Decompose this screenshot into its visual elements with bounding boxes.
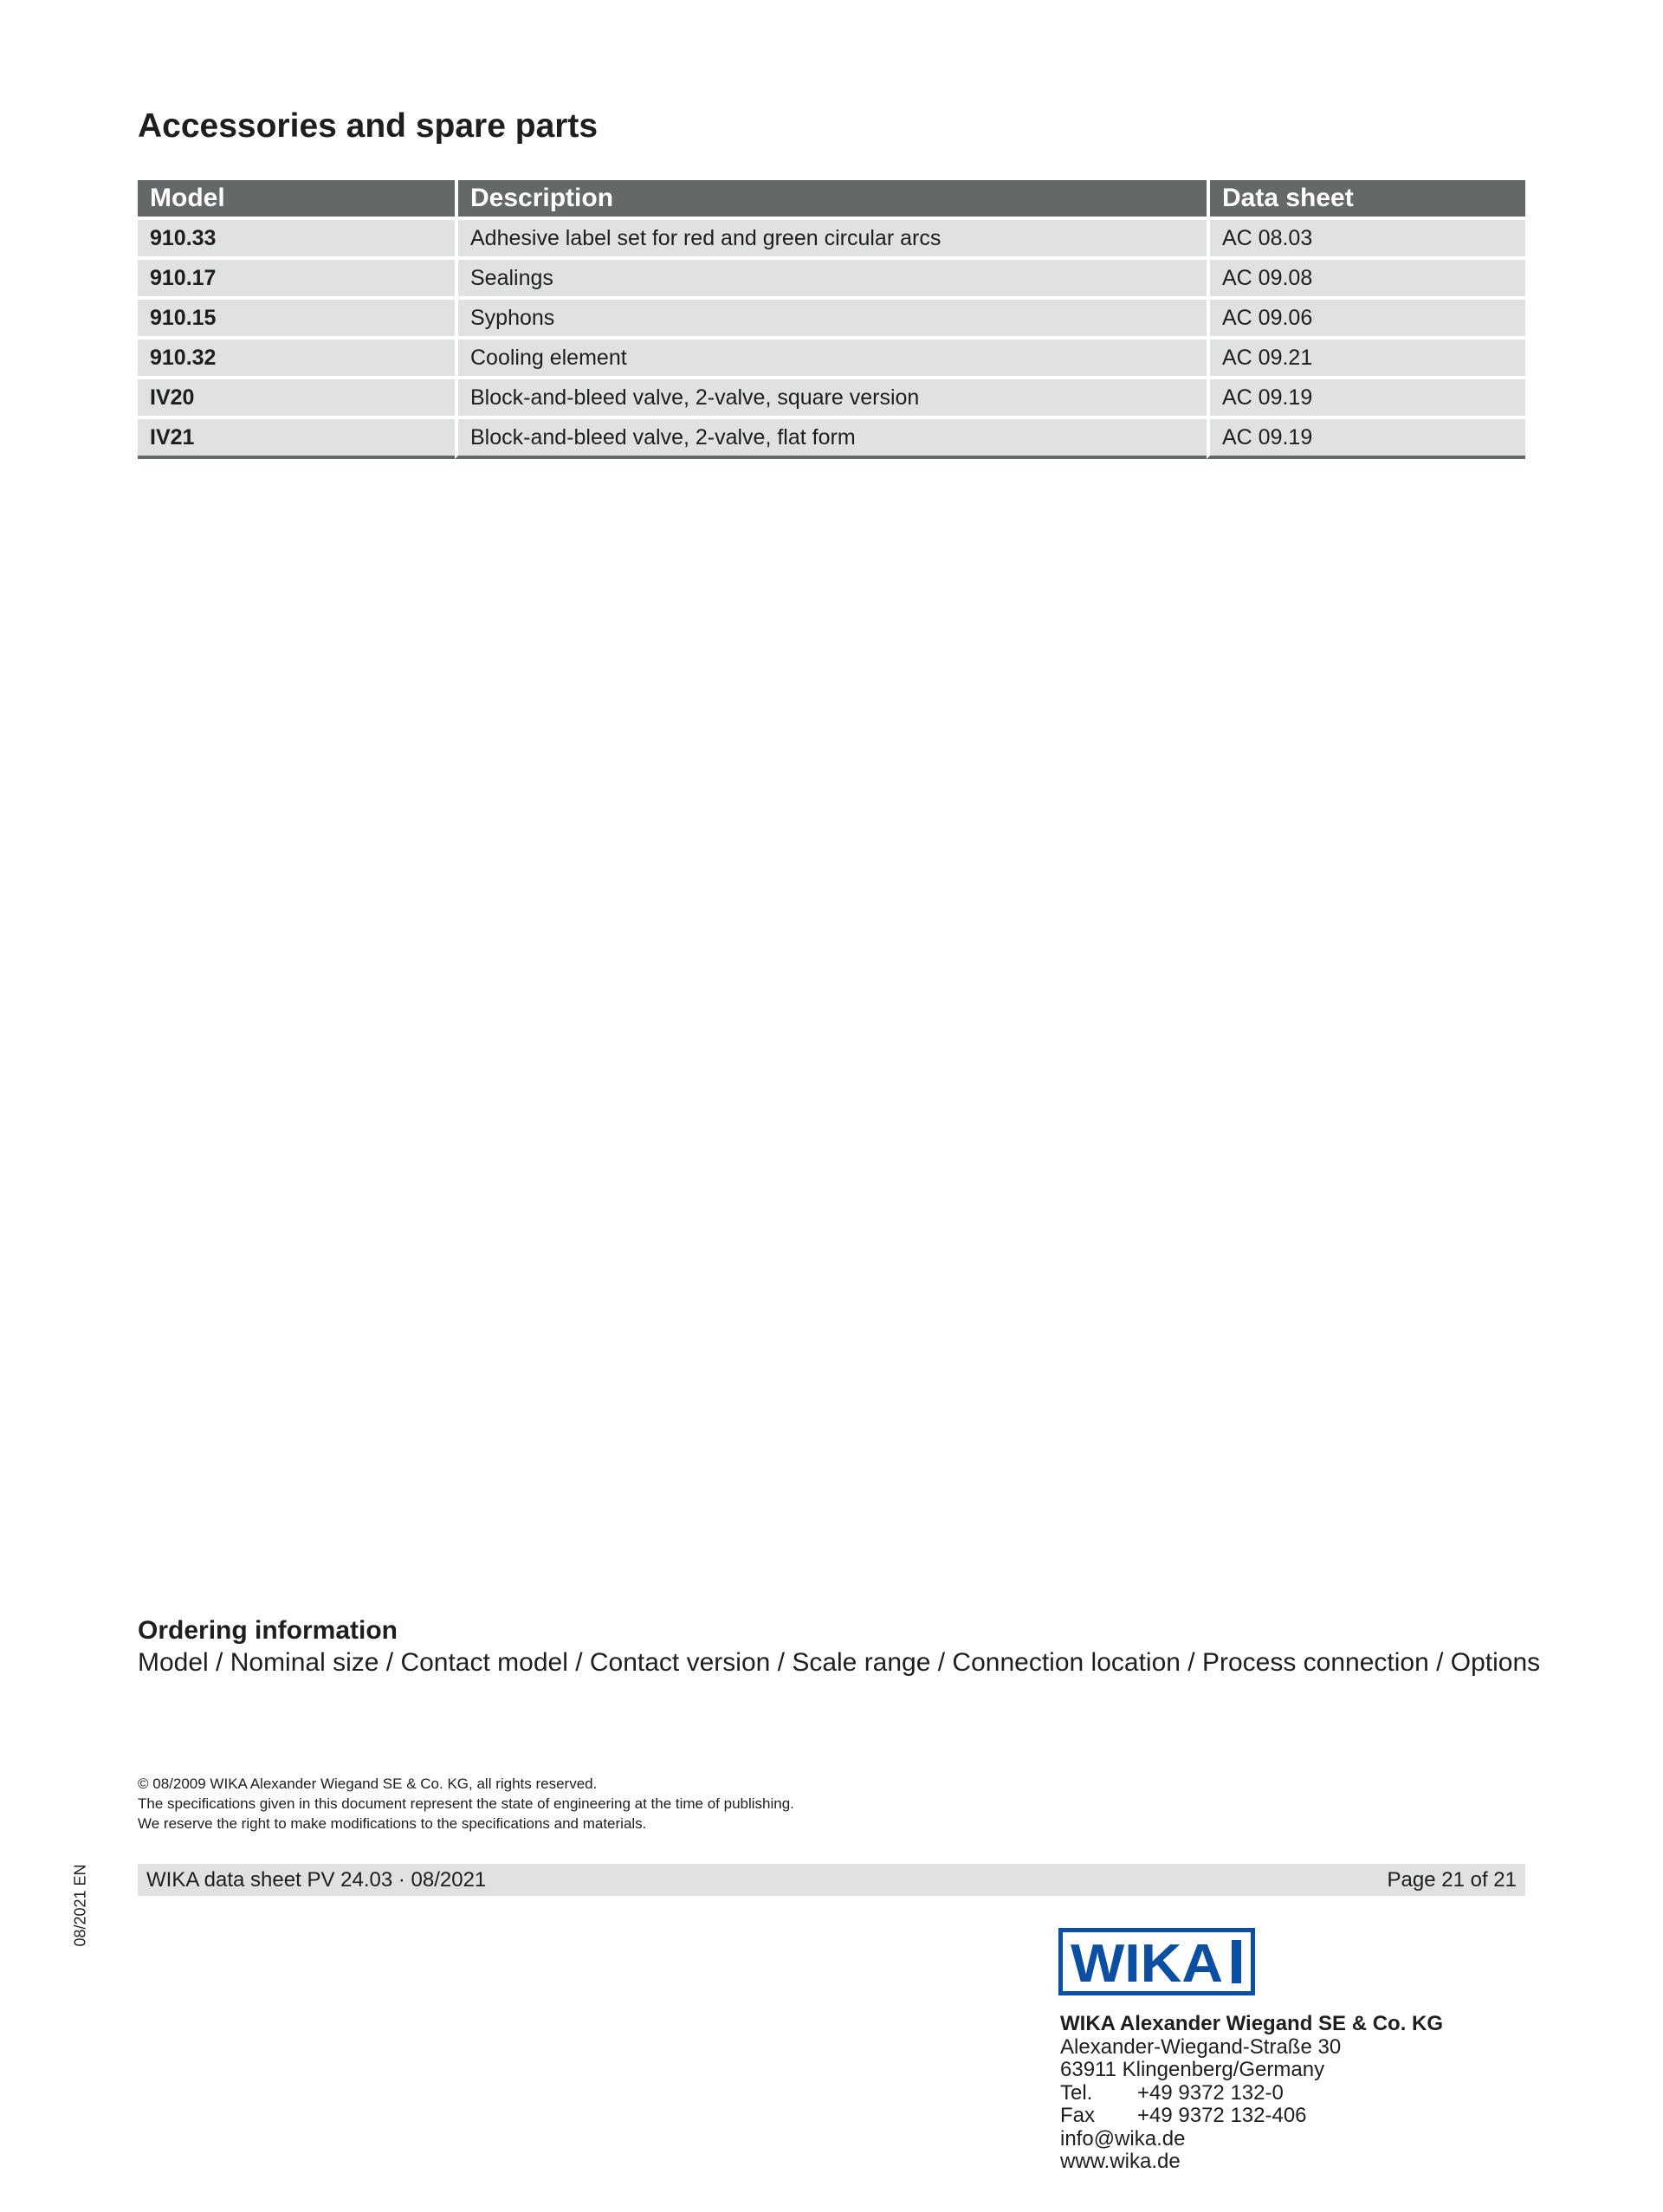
ordering-text: Model / Nominal size / Contact model / Contact version / Scale range / Connection location / Process connection / Options <box>138 1648 1541 1677</box>
data-sheet-cell: AC 09.06 <box>1207 300 1525 340</box>
logo-text: WIKA <box>1071 1934 1223 1994</box>
fax-label: Fax <box>1060 2104 1096 2127</box>
side-date-label: 08/2021 EN <box>71 1864 89 1947</box>
description-cell: Adhesive label set for red and green circular arcs <box>455 220 1207 260</box>
footer-bar <box>138 1864 1525 1896</box>
description-cell: Block-and-bleed valve, 2-valve, square version <box>455 379 1207 419</box>
description-cell: Cooling element <box>455 340 1207 379</box>
phone-label: Tel. <box>1060 2080 1093 2105</box>
description-cell: Sealings <box>455 260 1207 300</box>
model-cell: 910.15 <box>138 300 455 340</box>
model-cell: IV21 <box>138 419 455 459</box>
column-header-model: Model <box>138 180 455 220</box>
data-sheet-cell: AC 09.19 <box>1207 379 1525 419</box>
company-address <box>1060 2013 1443 2174</box>
website-link[interactable]: www.wika.de <box>1060 2150 1181 2173</box>
description-cell: Block-and-bleed valve, 2-valve, flat form <box>455 419 1207 459</box>
copyright-notice <box>138 1774 794 1834</box>
email-link[interactable]: info@wika.de <box>1060 2126 1186 2151</box>
table-row <box>138 340 1525 379</box>
city-address: 63911 Klingenberg/Germany <box>1060 2058 1325 2081</box>
fax-row <box>1060 2105 1443 2128</box>
data-sheet-cell: AC 09.08 <box>1207 260 1525 300</box>
model-cell: 910.32 <box>138 340 455 379</box>
footer-data-sheet-ref: WIKA data sheet PV 24.03 · 08/2021 <box>146 1867 487 1892</box>
copyright-line: We reserve the right to make modifications to the specifications and materials. <box>138 1815 647 1832</box>
model-cell: IV20 <box>138 379 455 419</box>
table-row <box>138 300 1525 340</box>
column-header-description: Description <box>455 180 1207 220</box>
phone-row <box>1060 2082 1443 2105</box>
section-title: Accessories and spare parts <box>138 107 599 145</box>
accessories-table <box>138 180 1525 459</box>
column-header-data-sheet: Data sheet <box>1207 180 1525 220</box>
model-cell: 910.17 <box>138 260 455 300</box>
data-sheet-cell: AC 09.21 <box>1207 340 1525 379</box>
data-sheet-cell: AC 08.03 <box>1207 220 1525 260</box>
wika-logo <box>1058 1928 1255 1995</box>
table-row <box>138 379 1525 419</box>
ordering-title: Ordering information <box>138 1616 398 1645</box>
table-row <box>138 419 1525 459</box>
phone-number: +49 9372 132-0 <box>1137 2080 1284 2105</box>
copyright-line: The specifications given in this document represent the state of engineering at the time of publishing. <box>138 1795 794 1812</box>
table-header-row <box>138 180 1525 220</box>
table-row <box>138 260 1525 300</box>
company-name: WIKA Alexander Wiegand SE & Co. KG <box>1060 2012 1444 2035</box>
model-cell: 910.33 <box>138 220 455 260</box>
data-sheet-cell: AC 09.19 <box>1207 419 1525 459</box>
description-cell: Syphons <box>455 300 1207 340</box>
copyright-line: © 08/2009 WIKA Alexander Wiegand SE & Co. KG, all rights reserved. <box>138 1775 598 1792</box>
table-row <box>138 220 1525 260</box>
fax-number: +49 9372 132-406 <box>1137 2104 1307 2127</box>
page-number: Page 21 of 21 <box>1387 1867 1517 1892</box>
logo-bar <box>1232 1940 1241 1983</box>
street-address: Alexander-Wiegand-Straße 30 <box>1060 2034 1342 2059</box>
